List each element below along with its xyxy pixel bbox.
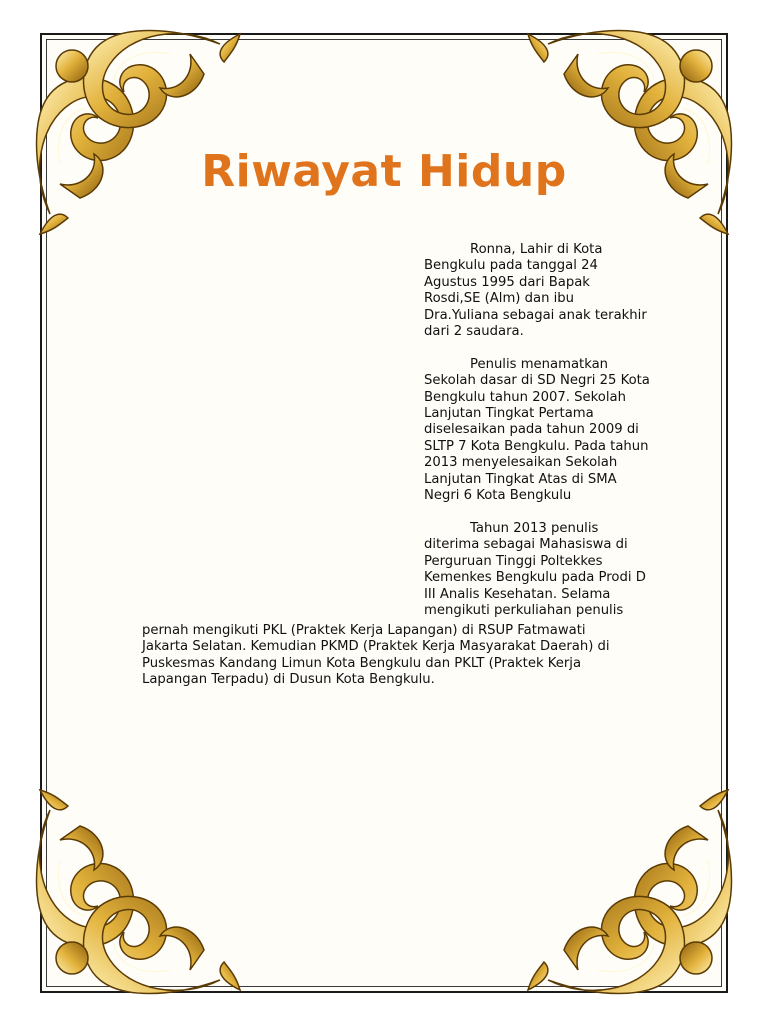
- text-line: Bengkulu pada tanggal 24: [424, 258, 598, 274]
- text-line: diselesaikan pada tahun 2009 di: [424, 422, 639, 438]
- text-line: dari 2 saudara.: [424, 324, 524, 340]
- text-line: pernah mengikuti PKL (Praktek Kerja Lapangan) di RSUP Fatmawati: [142, 623, 586, 638]
- text-line: III Analis Kesehatan. Selama: [424, 586, 611, 602]
- text-line: Ronna, Lahir di Kota: [470, 242, 603, 257]
- text-line: diterima sebagai Mahasiswa di: [424, 537, 628, 553]
- text-line: Jakarta Selatan. Kemudian PKMD (Praktek Kerja Masyarakat Daerah) di: [142, 639, 610, 655]
- page-title: Riwayat Hidup: [201, 146, 567, 197]
- paragraph-education: [424, 357, 674, 505]
- paragraph-college-continued: [142, 623, 662, 689]
- text-line: Negri 6 Kota Bengkulu: [424, 488, 572, 504]
- ornament-bottom-right-icon: [518, 780, 748, 1010]
- text-line: Kemenkes Bengkulu pada Prodi D: [424, 570, 646, 586]
- paragraph-college: [424, 521, 674, 619]
- text-line: Tahun 2013 penulis: [470, 520, 599, 536]
- ornament-top-left-icon: [20, 14, 250, 244]
- text-line: Lanjutan Tingkat Pertama: [424, 406, 594, 422]
- text-line: Sekolah dasar di SD Negri 25 Kota: [424, 373, 650, 389]
- text-line: Dra.Yuliana sebagai anak terakhir: [424, 307, 647, 323]
- text-line: Puskesmas Kandang Limun Kota Bengkulu dan PKLT (Praktek Kerja: [142, 655, 582, 671]
- text-line: SLTP 7 Kota Bengkulu. Pada tahun: [424, 438, 649, 454]
- text-line: Rosdi,SE (Alm) dan ibu: [424, 291, 575, 307]
- text-line: Agustus 1995 dari Bapak: [424, 274, 590, 290]
- text-line: Lapangan Terpadu) di Dusun Kota Bengkulu.: [142, 672, 435, 688]
- ornament-bottom-left-icon: [20, 780, 250, 1010]
- text-line: Lanjutan Tingkat Atas di SMA: [424, 471, 617, 487]
- paragraph-birth: [424, 242, 674, 340]
- text-line: Bengkulu tahun 2007. Sekolah: [424, 389, 626, 405]
- biography-column: [424, 242, 674, 619]
- ornament-top-right-icon: [518, 14, 748, 244]
- text-line: mengikuti perkuliahan penulis: [424, 602, 624, 618]
- text-line: 2013 menyelesaikan Sekolah: [424, 455, 618, 471]
- text-line: Perguruan Tinggi Poltekkes: [424, 553, 603, 569]
- text-line: Penulis menamatkan: [470, 356, 609, 372]
